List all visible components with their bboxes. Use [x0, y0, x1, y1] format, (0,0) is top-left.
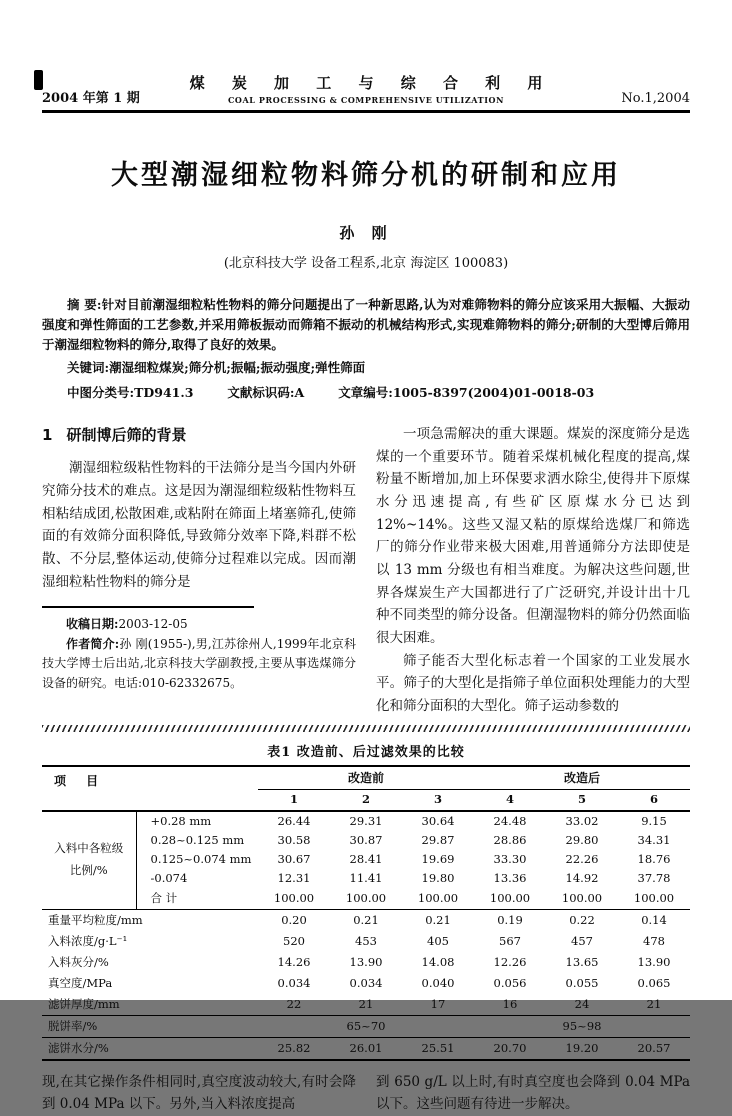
row-label: 脱饼率/%: [42, 1015, 258, 1037]
cell-value: 100.00: [546, 888, 618, 910]
row-label: 入料灰分/%: [48, 955, 109, 970]
keywords-line: [42, 358, 690, 376]
right-column: [376, 423, 690, 718]
column-number: 1: [258, 789, 330, 811]
column-number: 6: [618, 789, 690, 811]
body-columns: [42, 423, 690, 718]
body-paragraph: 筛子能否大型化标志着一个国家的工业发展水平。筛子的大型化是指筛子单位面积处理能力的大型化和筛分面积的大型化。筛子运动参数的: [376, 652, 690, 715]
table-row: [42, 994, 690, 1016]
cell-value: 19.80: [421, 871, 455, 886]
keywords-label: 关键词:: [67, 360, 110, 375]
cell-value: 24: [546, 994, 618, 1016]
bottom-right-column: [376, 1071, 690, 1116]
cell-value: 0.20: [281, 913, 307, 928]
author-bio-line: [42, 635, 356, 693]
results-table: [42, 765, 690, 1061]
cell-value: 12.31: [277, 871, 311, 886]
journal-name-en: COAL PROCESSING & COMPREHENSIVE UTILIZATION: [227, 95, 505, 105]
table-row: [42, 831, 690, 850]
table-row: [42, 811, 690, 831]
footnote-block: [42, 606, 356, 693]
section-number: 1: [42, 426, 53, 444]
cell-value: 100.00: [474, 888, 546, 910]
cell-value: 0.055: [565, 976, 599, 991]
article-author: 孙 刚: [339, 224, 393, 242]
keywords-text: 潮湿细粒煤炭;筛分机;振幅;振动强度;弹性筛面: [109, 360, 366, 375]
left-column: [42, 423, 356, 718]
cell-value: 33.30: [493, 852, 527, 867]
cell-value: 33.02: [565, 814, 599, 829]
issue-number-cn: 2004 年第 1 期: [42, 91, 140, 106]
cell-value: 12.26: [493, 955, 527, 970]
author-bio-label: 作者简介:: [66, 636, 120, 651]
column-header-item: 项 目: [42, 766, 258, 811]
cell-value: 405: [427, 934, 449, 949]
cell-value: 29.31: [349, 814, 383, 829]
abstract-paragraph: [42, 295, 690, 355]
document-code: 文献标识码:A: [227, 385, 305, 400]
table-row: [42, 869, 690, 888]
body-paragraph: 潮湿细粒级粘性物料的干法筛分是当今国内外研究筛分技术的难点。这是因为潮湿细粒级粘性物料互相粘结成团,松散困难,或粘附在筛面上堵塞筛孔,使筛面的有效筛分面积降低,导致筛分效率下降,料群不松散、不分层,整体运动,使筛分过程难以完成。因而潮湿细粒粘性物料的筛分是: [42, 460, 356, 590]
article-title: 大型潮湿细粒物料筛分机的研制和应用: [111, 160, 621, 191]
cell-value: 13.36: [493, 871, 527, 886]
cell-value: 0.21: [353, 913, 379, 928]
row-label: 重量平均粒度/mm: [48, 913, 143, 928]
received-date-line: [42, 615, 356, 634]
journal-name-cn: 煤 炭 加 工 与 综 合 利 用: [189, 74, 554, 92]
table-row: [42, 888, 690, 910]
column-group-before: 改造前: [258, 766, 474, 790]
row-group-label: [42, 811, 136, 910]
received-date-value: 2003-12-05: [118, 617, 188, 632]
table-row: [42, 1015, 690, 1037]
body-paragraph: 现,在其它操作条件相同时,真空度波动较大,有时会降到 0.04 MPa 以下。另外,当入料浓度提高: [42, 1073, 356, 1113]
cell-value: 22: [258, 994, 330, 1016]
bottom-left-column: [42, 1071, 356, 1116]
cell-value: 11.41: [349, 871, 383, 886]
cell-value: 478: [643, 934, 665, 949]
decorative-divider: [42, 725, 690, 732]
cell-value: 29.80: [565, 833, 599, 848]
table-row: [42, 931, 690, 952]
column-group-after: 改造后: [474, 766, 690, 790]
cell-value: 457: [571, 934, 593, 949]
cell-value: 28.86: [493, 833, 527, 848]
cell-value: 24.48: [493, 814, 527, 829]
abstract-text: 针对目前潮湿细粒粘性物料的筛分问题提出了一种新思路,认为对难筛物料的筛分应该采用大振幅、大振动强度和弹性筛面的工艺参数,并采用筛板振动而筛箱不振动的机械结构形式,实现难筛物料的筛分;研制的大型博后筛用于潮湿细粒物料的筛分,取得了良好的效果。: [42, 297, 690, 352]
cell-value: 13.90: [349, 955, 383, 970]
column-number: 4: [474, 789, 546, 811]
table-row: [42, 1037, 690, 1060]
section-1-heading: [42, 423, 356, 448]
cell-value: 100.00: [258, 888, 330, 910]
cell-value: 20.70: [493, 1041, 527, 1056]
body-paragraph: 一项急需解决的重大课题。煤炭的深度筛分是选煤的一个重要环节。随着采煤机械化程度的提高,煤粉量不断增加,加上环保要求洒水除尘,使得井下原煤水分迅速提高,有些矿区原煤水分已达到 12%~14%。这些又湿又粘的原煤给选煤厂和筛选厂的筛分作业带来极大困难,用普通筛分方法即使是以 13 mm 分级也有相当难度。为解决这些问题,世界各煤炭生产大国都进行了广泛研究,并设计出十几种不同类型的筛分设备。但潮湿物料的筛分仍然面临很大困难。: [376, 426, 690, 647]
row-label: 合 计: [136, 888, 258, 910]
cell-value: 0.040: [421, 976, 455, 991]
cell-value: 22.26: [565, 852, 599, 867]
cell-value: 520: [283, 934, 305, 949]
row-label: 滤饼水分/%: [48, 1041, 109, 1056]
cell-value: 65~70: [258, 1015, 474, 1037]
cell-value: 0.034: [277, 976, 311, 991]
row-label: 滤饼厚度/mm: [42, 994, 258, 1016]
row-label: 入料浓度/g·L⁻¹: [48, 934, 128, 949]
cell-value: 0.19: [497, 913, 523, 928]
cell-value: 13.65: [565, 955, 599, 970]
cell-value: 34.31: [637, 833, 671, 848]
cell-value: 30.64: [421, 814, 455, 829]
cell-value: 25.51: [421, 1041, 455, 1056]
classification-line: [42, 383, 690, 401]
cell-value: 20.57: [637, 1041, 671, 1056]
cell-value: 14.08: [421, 955, 455, 970]
cell-value: 16: [474, 994, 546, 1016]
cell-value: 100.00: [618, 888, 690, 910]
cell-value: 567: [499, 934, 521, 949]
abstract-label: 摘 要:: [67, 297, 102, 312]
cell-value: 30.58: [277, 833, 311, 848]
table-caption: 表1 改造前、后过滤效果的比较: [267, 744, 465, 760]
cell-value: 0.034: [349, 976, 383, 991]
cell-value: 21: [330, 994, 402, 1016]
cell-value: 453: [355, 934, 377, 949]
issue-number-en: No.1,2004: [621, 91, 690, 106]
cell-value: 29.87: [421, 833, 455, 848]
cell-value: 17: [402, 994, 474, 1016]
cell-value: 21: [618, 994, 690, 1016]
table-row: [42, 850, 690, 869]
cell-value: 0.056: [493, 976, 527, 991]
bottom-columns: [42, 1071, 690, 1116]
table-row: [42, 973, 690, 994]
table-row: [42, 952, 690, 973]
article-affiliation: (北京科技大学 设备工程系,北京 海淀区 100083): [223, 256, 509, 271]
cell-value: 26.01: [349, 1041, 383, 1056]
group-label-line: 入料中各粒级: [54, 841, 124, 856]
cell-value: 95~98: [474, 1015, 690, 1037]
body-paragraph: 到 650 g/L 以上时,有时真空度也会降到 0.04 MPa 以下。这些问题有待进一步解决。: [376, 1073, 690, 1113]
cell-value: 100.00: [402, 888, 474, 910]
row-label: -0.074: [150, 871, 188, 886]
table-header-row: [42, 766, 690, 790]
cell-value: 19.20: [565, 1041, 599, 1056]
column-number: 3: [402, 789, 474, 811]
journal-header: [42, 72, 690, 113]
cell-value: 28.41: [349, 852, 383, 867]
cell-value: 25.82: [277, 1041, 311, 1056]
article-id: 文章编号:1005-8397(2004)01-0018-03: [338, 385, 595, 400]
cell-value: 18.76: [637, 852, 671, 867]
column-number: 2: [330, 789, 402, 811]
author-bio-text: 孙 刚(1955-),男,江苏徐州人,1999年北京科技大学博士后出站,北京科技大学副教授,主要从事选煤筛分设备的研究。电话:010-62332675。: [42, 636, 356, 690]
table-row: [42, 909, 690, 931]
cell-value: 13.90: [637, 955, 671, 970]
cell-value: 30.87: [349, 833, 383, 848]
cell-value: 30.67: [277, 852, 311, 867]
cell-value: 100.00: [330, 888, 402, 910]
cell-value: 0.22: [569, 913, 595, 928]
cell-value: 19.69: [421, 852, 455, 867]
cell-value: 0.14: [641, 913, 667, 928]
cell-value: 37.78: [637, 871, 671, 886]
clc-number: 中图分类号:TD941.3: [67, 385, 194, 400]
group-label-line: 比例/%: [69, 863, 108, 878]
cell-value: 26.44: [277, 814, 311, 829]
cell-value: 9.15: [641, 814, 667, 829]
abstract-block: [42, 295, 690, 355]
section-title: 研制博后筛的背景: [66, 426, 187, 444]
cell-value: 14.92: [565, 871, 599, 886]
cell-value: 0.065: [637, 976, 671, 991]
column-number: 5: [546, 789, 618, 811]
cell-value: 0.21: [425, 913, 451, 928]
row-label: +0.28 mm: [150, 814, 212, 829]
cell-value: 14.26: [277, 955, 311, 970]
row-label: 0.125~0.074 mm: [150, 852, 252, 867]
row-label: 0.28~0.125 mm: [150, 833, 245, 848]
received-date-label: 收稿日期:: [66, 617, 119, 632]
row-label: 真空度/MPa: [48, 976, 113, 991]
footnote-rule: [42, 606, 254, 608]
